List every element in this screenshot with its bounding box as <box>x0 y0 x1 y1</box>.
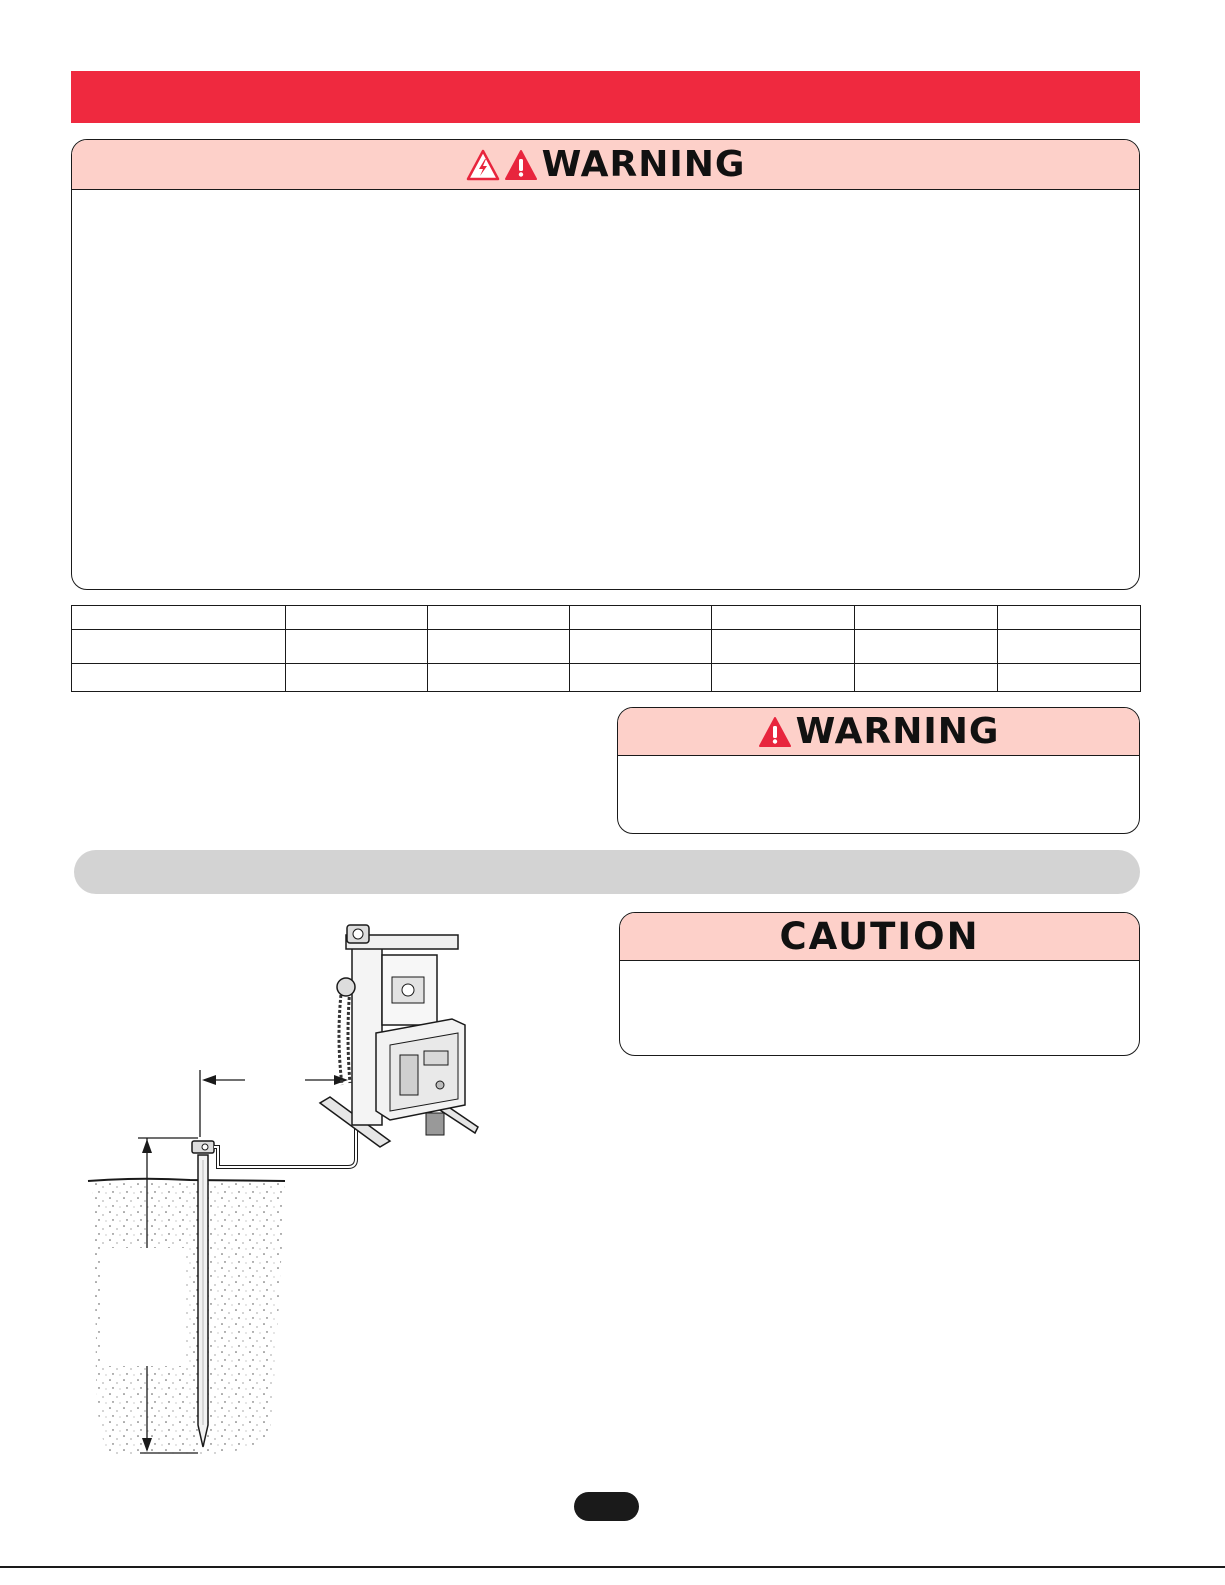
ground-line <box>88 1179 285 1181</box>
table-cell <box>998 664 1141 692</box>
table-cell <box>855 664 998 692</box>
page-number-badge <box>574 1492 639 1521</box>
table-row <box>72 630 1141 664</box>
alert-warning-icon <box>504 149 538 181</box>
table-cell <box>712 606 855 630</box>
warning-panel-main <box>71 139 1140 590</box>
warning-panel-secondary <box>617 707 1140 834</box>
table-cell <box>998 630 1141 664</box>
table-cell <box>855 630 998 664</box>
warning-panel-secondary-header <box>618 708 1139 756</box>
table-cell <box>570 606 712 630</box>
table-cell <box>570 630 712 664</box>
table-cell <box>712 630 855 664</box>
alert-warning-icon <box>758 716 792 748</box>
table-cell <box>428 630 570 664</box>
table-cell <box>286 630 428 664</box>
caution-panel <box>619 912 1140 1056</box>
table-row <box>72 664 1141 692</box>
table-cell <box>570 664 712 692</box>
table-row <box>72 606 1141 630</box>
footer-rule <box>0 1566 1225 1568</box>
table-cell <box>428 606 570 630</box>
table-cell <box>286 664 428 692</box>
caution-title: CAUTION <box>779 915 980 958</box>
spec-table <box>71 605 1141 692</box>
warning-title: WARNING <box>541 144 746 185</box>
section-header-banner <box>71 71 1140 123</box>
ground-wire <box>214 1125 356 1167</box>
grounding-rod-illustration <box>80 915 500 1475</box>
table-cell <box>855 606 998 630</box>
electric-shock-warning-icon <box>466 149 500 181</box>
section-band <box>74 850 1140 894</box>
gate-operator-unit <box>320 925 478 1147</box>
table-cell <box>72 606 286 630</box>
table-cell <box>998 606 1141 630</box>
warning-panel-main-header <box>72 140 1139 190</box>
table-cell <box>428 664 570 692</box>
caution-panel-header <box>620 913 1139 961</box>
table-cell <box>286 606 428 630</box>
table-cell <box>72 630 286 664</box>
warning-title: WARNING <box>795 711 1000 752</box>
table-cell <box>712 664 855 692</box>
table-cell <box>72 664 286 692</box>
